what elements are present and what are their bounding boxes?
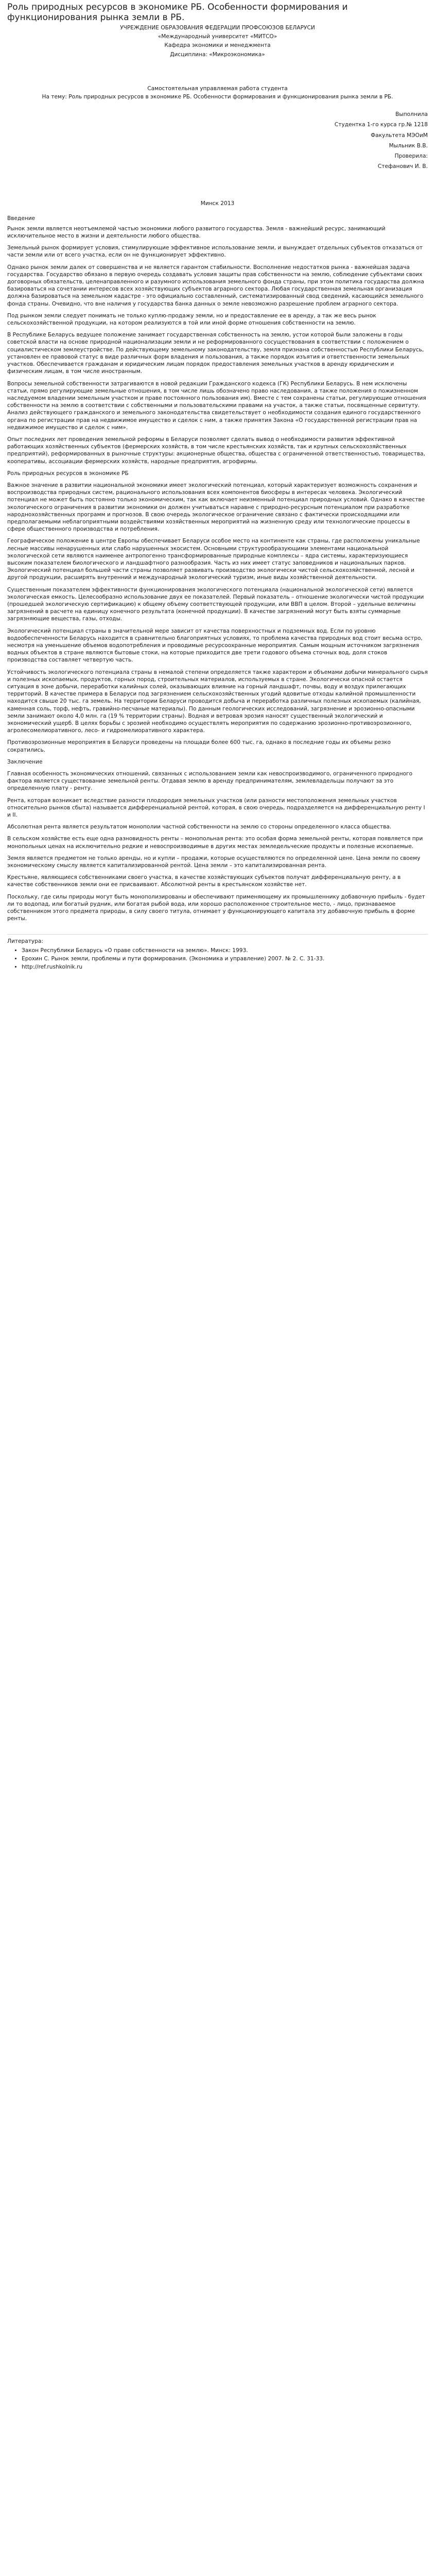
paragraph: Земля является предметом не только аренды, но и купли – продажи, которые осуществляются по определенной цене. Цена земли по своему экономическому смыслу является капитализированной рентой. Цена земли – это капитализированная рента. bbox=[7, 855, 421, 869]
reference-link[interactable]: • http://ref.rushkolnik.ru bbox=[22, 963, 428, 971]
university-line: «Международный университет «МИТСО» bbox=[158, 33, 277, 40]
body-text bbox=[7, 225, 428, 923]
reference-item: • Ерохин С. Рынок земли, проблемы и пути формирования. (Экономика и управление) 2007. № 2. С. 31-33. bbox=[22, 955, 428, 962]
paragraph: В сельском хозяйстве есть еще одна разновидность ренты – монопольная рента: это особая форма земельной ренты, которая появляется при монопольных ценах на исключительно редкие и невоспроизводимые в других местах земледельческие продукты и полезные ископаемые. bbox=[7, 836, 423, 850]
paragraph: Рента, которая возникает вследствие разности плодородия земельных участков (или разности местоположения земельных участков относительно рынков сбыта) называется дифференциальной рентой, которая, в свою очередь, подразделяется на дифференциальную ренту I и II. bbox=[7, 797, 425, 819]
paragraph: Рынок земли является неотъемлемой частью экономики любого развитого государства. Земля - важнейший ресурс, занимающий исключительное место в жизни и деятельности любого общества. bbox=[7, 225, 386, 240]
topic-line: На тему: Роль природных ресурсов в экономике РБ. Особенности формирования и функционирования рынка земли в РБ. bbox=[42, 94, 393, 100]
paragraph: В Республике Беларусь ведущее положение занимает государственная собственность на землю, устои которой были заложены в годы советской власти на основе природной национализации земли и не реформированного сосуществования в соответствии с положением о социалистическом землеустройстве. По действующему земельному законодательству, земля признана собственностью Республики Беларусь, установлен ее правовой статус в виде различных форм владения и пользования, а также порядок изъятия и ответственности земельных участков. Обеспечивается гражданам и юридическим лицам порядок предоставления земельных участков в аренду юридическим и физическим лицам, в том числе иностранным. bbox=[7, 332, 424, 375]
author-block bbox=[7, 111, 428, 170]
city-year: Минск 2013 bbox=[200, 200, 235, 207]
department-line: Кафедра экономики и менеджмента bbox=[164, 42, 271, 49]
spacer bbox=[7, 58, 428, 85]
paragraph: Существенным показателем эффективности функционирования экологического потенциала (национальной экологической сети) является экологическая емкость. Целесообразно использование двух ее показателей. Первый показатель – отношение экологически чистой продукции (прошедшей экологическую сертификацию) к общему объему соответствующей продукции, или ВВП в целом. Второй – удельные величины загрязнений в расчете на единицу конечного результата (конечной продукции). В качестве загрязнений могут быть взяты суммарные загрязняющие вещества, газы, отходы. bbox=[7, 586, 424, 622]
paragraph: Устойчивость экологического потенциала страны в немалой степени определяется также характером и объемами добычи минерального сырья и полезных ископаемых, продуктов, горных пород, строительных материалов, используемых в стране. Экологически опасной остается ситуация в зоне добычи, переработки калийных солей, оказывающих влияние на горный ландшафт, почвы, воду и воздух прилегающих территорий. В качестве примера в Беларуси под загрязнением сельскохозяйственных угодий ядовитые отходы калийной промышленности находится свыше 20 тыс. га земель. На территории Беларуси проводится добыча и переработка различных полезных ископаемых (калийная, каменная соль, торф, нефть, гравийно-песчаные материалы). По данным геологических исследований, загрязнение и эрозионно-опасными земли занимают около 4,0 млн. га (19 % территории страны). Водная и ветровая эрозия наносят существенный экологический и экономический ущерб. В целях борьбы с эрозией необходимо осуществлять мероприятия по содержанию эрозионно-противоэрозионного, агролесомелиоративного, лесо- и гидромелиоративного характера. bbox=[7, 669, 428, 734]
intro-heading: Введение bbox=[7, 215, 36, 222]
ministry-line: УЧРЕЖДЕНИЕ ОБРАЗОВАНИЯ ФЕДЕРАЦИИ ПРОФСОЮЗОВ БЕЛАРУСИ bbox=[120, 25, 315, 31]
paragraph: Важное значение в развитии национальной экономики имеет экологический потенциал, который характеризует возможность сохранения и воспроизводства природных систем, рационального использования всех компонентов биосферы в интересах человека. Экологический потенциал не может быть постоянно только экономическим, так как включает неизменный потенциал природных условий. Однако в качестве экологического ограничения в развитии экономики он должен учитываться наравне с природно-ресурсным потенциалом при разработке народнохозяйственных программ и прогнозов. В свою очередь экологическое ограничение связано с фактически происходящими или предполагаемыми неблагоприятными воздействиями хозяйственных мероприятий на жизненную среду или технологические процессы в сфере общественного производства и потребления. bbox=[7, 482, 425, 533]
student-name: Мыльник В.В. bbox=[389, 142, 428, 149]
spacer bbox=[7, 100, 428, 108]
paragraph: Экологический потенциал страны в значительной мере зависит от качества поверхностных и подземных вод. Если по уровню водообеспеченности Беларусь находится в сравнительно благоприятных условиях, то проблема качества природных вод стоит весьма остро, несмотря на уменьшение объемов водопотребления и проводимые ресурсоохранные мероприятия. Самым мощным источником загрязнения водных объектов в стране являются бытовые стоки, на которые приходится две трети годового объема сточных вод, доля стоков производства составляет четвертую часть. bbox=[7, 628, 423, 664]
paragraph: Противоэрозионные мероприятия в Беларуси проведены на площади более 600 тыс. га, однако в последние годы их объемы резко сократились. bbox=[7, 739, 391, 753]
paragraph: Географическое положение в центре Европы обеспечивает Беларуси особое место на континенте как страны, где расположены уникальные лесные массивы ненарушенных или слабо нарушенных экосистем. Основными структурообразующими элементами национальной экологической сети являются наименее антропогенно трансформированные природные комплексы – ядра системы, характеризующиеся высоким показателем биологического и ландшафтного разнообразия. Часть из них имеет статус заповедников и национальных парков. Экологический потенциал большей части страны позволяет развивать производство экологически чистой сельскохозяйственной, лесной и другой продукции, расширять внутренний и международный экологический туризм, иные виды хозяйственной деятельности. bbox=[7, 538, 420, 581]
section-heading: Роль природных ресурсов в экономике РБ bbox=[7, 470, 129, 477]
faculty-line: Факультета МЭОиМ bbox=[371, 132, 428, 139]
paragraph: Абсолютная рента является результатом монополии частной собственности на землю со стороны определенного класса общества. bbox=[7, 824, 392, 831]
student-group: Студентка 1-го курса гр.№ 1218 bbox=[334, 122, 428, 128]
document-title: Роль природных ресурсов в экономике РБ. Особенности формирования и функционирования рынка земли в РБ. bbox=[7, 2, 348, 23]
literature-heading: Литература: bbox=[7, 934, 428, 945]
paragraph: Под рынком земли следует понимать не только куплю-продажу земли, но и предоставление ее в аренду, а так же весь рынок сельскохозяйственной продукции, на котором реализуются в той или иной форме отношения собственности на землю. bbox=[7, 312, 376, 327]
paragraph: Поскольку, где силы природы могут быть монополизированы и обеспечивают применяющему их промышленнику добавочную прибыль - будет ли то водопад, или богатый рудник, или богатая рыбой вода, или хорошо расположенное строительное место, - лицо, признаваемое собственником этого предмета природы, в силу своего титула, отнимает у функционирующего капитала эту добавочную прибыль в форме ренты. bbox=[7, 893, 425, 922]
paragraph: Главная особенность экономических отношений, связанных с использованием земли как невоспроизводимого, ограниченного природного фактора является существование земельной ренты. Отдавая землю в аренду предпринимателям, землевладельцы получают за это определенную плату - ренту. bbox=[7, 771, 413, 792]
performed-label: Выполнила bbox=[395, 111, 428, 118]
paragraph: Вопросы земельной собственности затрагиваются в новой редакции Гражданского кодекса (ГК) Республики Беларусь. В нем исключены статьи, прямо регулирующие земельные отношения, в том числе лишь обозначено право наследования, а также положения о пожизненном наследуемом владении земельным участком и праве постоянного пользования им). Вместе с тем сохранены статьи, регулирующие отношения собственности на землю в соответствии с собственными и пользовательскими правами на участок, а также статьи, посвященные сервитуту. Анализ действующего гражданского и земельного законодательства свидетельствует о необходимости создания единого государственного органа по регистрации прав на недвижимое имущество и сделок с ним, а также принятия Закона «О государственной регистрации прав на недвижимое имущество и сделок с ним». bbox=[7, 380, 426, 431]
reference-item: • Закон Республики Беларусь «О праве собственности на землю». Минск: 1993. bbox=[22, 947, 428, 954]
section-heading: Заключение bbox=[7, 758, 43, 765]
checked-label: Проверила: bbox=[394, 153, 428, 160]
paragraph: Крестьяне, являющиеся собственниками своего участка, в качестве хозяйствующих субъектов получат дифференциальную ренту, а в качестве собственников земли они ее присваивают. Абсолютной ренты в крестьянском хозяйстве нет. bbox=[7, 874, 401, 888]
discipline-line: Дисциплина: «Микроэкономика» bbox=[170, 51, 265, 58]
paragraph: Земельный рынок формирует условия, стимулирующие эффективное использование земли, и вынуждает отдельных субъектов отказаться от части земли или от всего участка, если он не функционирует эффективно. bbox=[7, 245, 423, 259]
paragraph: Опыт последних лет проведения земельной реформы в Беларуси позволяет сделать вывод о необходимости развития эффективной работающих хозяйственных субъектов (фермерских хозяйств, в том числе крестьянских хозяйств, так и крупных сельскохозяйственных предприятий), реформированных в рыночные структуры: акционерные общества, общества с ограниченной ответственностью, товарищества, кооперативы, ассоциации фермерских хозяйств, народные предприятия, агрофирмы. bbox=[7, 436, 425, 465]
reference-list bbox=[7, 947, 428, 971]
checker-name: Стефанович И. В. bbox=[377, 163, 428, 170]
document-page bbox=[0, 0, 436, 987]
paragraph: Однако рынок земли далек от совершенства и не является гарантом стабильности. Восполнение недостатков рынка - важнейшая задача государства. Государство обязано в первую очередь создавать условия защиты прав собственности на землю, соблюдение субъектами своих договорных обязательств, целенаправленного и разумного использования земельного фонда страны, при этом политика государства должна базироваться на сочетании интересов всех хозяйствующих субъектов аграрного сектора. Любая государственная земельная организация должна базироваться на земельном кадастре - это официально составленный, систематизированный свод сведений, касающийся земельного фонда страны. Очевидно, что вне наличия у государства банка данных о земле невозможно разрешение проблем аграрного сектора. bbox=[7, 264, 424, 307]
work-type-line: Самостоятельная управляемая работа студента bbox=[147, 85, 288, 92]
